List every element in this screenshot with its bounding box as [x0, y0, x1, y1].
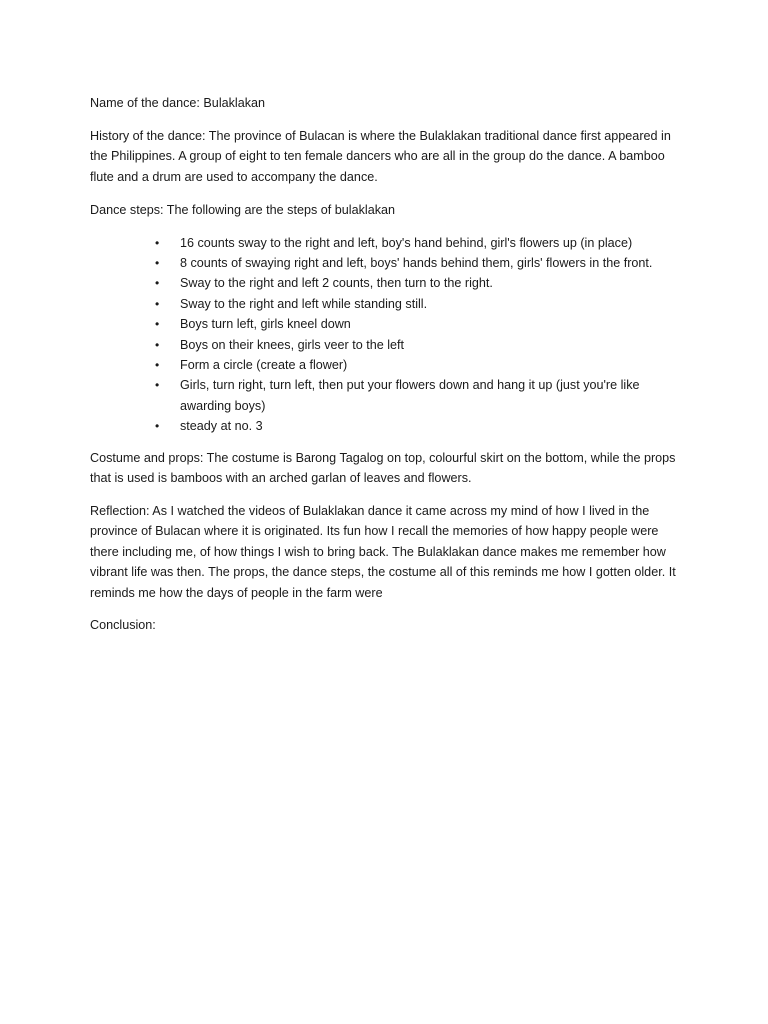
list-item	[90, 253, 690, 273]
list-item	[90, 294, 690, 314]
bullet-icon: •	[155, 296, 160, 311]
history-paragraph: History of the dance: The province of Bulacan is where the Bulaklakan traditional dance first appeared in the Philippines. A group of eight to ten female dancers who are all in the group do the dance. A bamboo flute and a drum are used to accompany the dance.	[90, 128, 671, 184]
costume-paragraph: Costume and props: The costume is Barong Tagalog on top, colourful skirt on the bottom, while the props that is used is bamboos with an arched garlan of leaves and flowers.	[90, 450, 676, 485]
step-text: Boys on their knees, girls veer to the left	[180, 337, 405, 352]
bullet-icon: •	[155, 276, 160, 291]
bullet-icon: •	[155, 255, 160, 270]
list-item	[90, 233, 690, 253]
list-item	[90, 335, 690, 355]
step-text: Sway to the right and left 2 counts, then turn to the right.	[180, 276, 493, 291]
list-item	[90, 273, 690, 293]
list-item	[90, 355, 690, 375]
steps-intro: Dance steps: The following are the steps of bulaklakan	[90, 202, 395, 217]
step-text: Sway to the right and left while standing still.	[180, 296, 428, 311]
bullet-icon: •	[155, 235, 160, 250]
dance-steps-list	[90, 233, 690, 437]
bullet-icon: •	[155, 317, 160, 332]
list-item	[90, 314, 690, 334]
bullet-icon: •	[155, 378, 160, 393]
conclusion-heading: Conclusion:	[90, 618, 156, 633]
step-text: 8 counts of swaying right and left, boys' hands behind them, girls' flowers in the front.	[180, 255, 653, 270]
bullet-icon: •	[155, 357, 160, 372]
step-text: Boys turn left, girls kneel down	[180, 317, 351, 332]
step-text: Girls, turn right, turn left, then put your flowers down and hang it up (just you're like awarding boys)	[180, 378, 640, 413]
list-item	[90, 416, 690, 436]
dance-name-line: Name of the dance: Bulaklakan	[90, 96, 266, 110]
step-text: steady at no. 3	[180, 419, 263, 434]
bullet-icon: •	[155, 337, 160, 352]
step-text: 16 counts sway to the right and left, boy's hand behind, girl's flowers up (in place)	[180, 235, 633, 250]
reflection-paragraph: Reflection: As I watched the videos of Bulaklakan dance it came across my mind of how I lived in the province of Bulacan where it is originated. Its fun how I recall the memories of how happy people were there including me, of how things I wish to bring back. The Bulaklakan dance makes me remember how vibrant life was then. The props, the dance steps, the costume all of this reminds me how I gotten older. It reminds me how the days of people in the farm were	[90, 503, 676, 600]
bullet-icon: •	[155, 419, 160, 434]
document-body	[90, 93, 690, 648]
list-item	[90, 375, 690, 416]
step-text: Form a circle (create a flower)	[180, 357, 348, 372]
